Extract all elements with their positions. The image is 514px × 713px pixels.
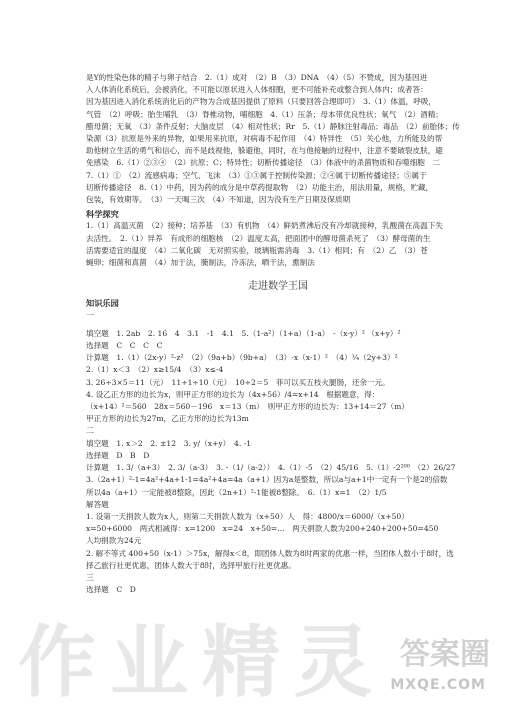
math-part1-line: 计算题 1.（1）（2x-y）²-z² （2）（9a+b）（9b+a） （3）-x（x-1）² （4）¼（2y+3）² (86, 353, 398, 363)
science-answer-line: 气管 （2）呼吸；胎生哺乳 （3）脊椎动物，哺细胞 4.（1）压条；母本带优良性状；氧气 （2）酒精； (86, 109, 443, 119)
math-answer-line: 择乙旅行社更优惠，团体人数大于8时，选择甲旅行社更优惠。 (86, 560, 296, 570)
math-part2-line: 填空题 1. x＞2 2. ±12 3. y/（x+y） 4. -1 (86, 438, 252, 448)
science-answer-line: 因为基因进入消化系统消化后的产物为合成基因提供了原料（只要回答合理即可） 3.（1）体温，呼吸， (86, 97, 436, 107)
science-explore-line: 1.（1）高温灭菌 （2）接种；培养基 （3）有机物 （4）鲜奶煮沸后没有冷却就接种，乳酸菌在高温下失 (86, 221, 443, 231)
math-part2-line: 选择题 D B D (86, 450, 150, 460)
math-part1-line: 选择题 C C C C (86, 341, 163, 351)
math-part1-line: 甲正方形的边长为27m，乙正方形的边长为13m (86, 414, 249, 424)
answer-lines (86, 511, 470, 572)
science-answer-line: 入人体消化系统后，会被消化，不可能以原状进入人体细胞，更不可能补充或整合到人体内；成者答： (86, 85, 428, 95)
science-answer-line: 7.（1）① （2）流感病毒；空气、飞沫 （3）①③属于控制传染源；②④属于切断传播途径；⑤属于 (86, 170, 427, 180)
science-explore-heading: 科学探究 (86, 209, 119, 220)
math-part1-line: 填空题 1. 2ab 2. 16 4 3.1 -1 4.1 5.（1-a²）（1+a）（1-a） -（x-y）² （x+y）² (86, 328, 401, 338)
science-answer-line: 染源（3）抗原是外来的异物，如果用来抗原，对病毒不起作用 （4）特异性 （5）关心他，力所能及的帮 (86, 134, 443, 144)
math-part3-line: 选择题 C D (86, 585, 136, 595)
science-explore-line: 活需要适宜的温度 （4）二氧化碳 无对照实验，玻璃瓶需消毒 3.（1）相同；有 （2）乙 （3）苍 (86, 245, 428, 255)
math-answer-line: x=50+6000 两式相减得：x=1200 x=24 x+50=... 两天捐款人数为200+240+200+50=450 (86, 524, 439, 534)
logo-brand: 答案圈 (400, 637, 490, 672)
science-answer-line: 是Y的性染色体的精子与卵子结合 2.（1）成对 （2）B （3）DNA （4）（5）不赞成，因为基因进 (86, 73, 428, 82)
part1-lines (86, 328, 470, 426)
part2-lines (86, 438, 470, 499)
science-answer-line: 助他树立生活的勇气和信心，而不是歧视他，躲避他，同时，在与他接触的过程中，注意不要破裂皮肤，避 (86, 146, 443, 156)
science-explore-lines (86, 220, 470, 269)
math-part1-line: （x+14）²＝560 28x＝560－196 x＝13（m） 则甲正方形的边长为：13+14＝27（m） (86, 402, 409, 412)
science-answer-line: 切断传播途径 8.（1）中药，因为药的成分是中草药提取物 （2）功能主治，用法用量，规格，贮藏， (86, 182, 434, 192)
science-answer-line: 醋母菌；无氧 （3）条件反射；大脑皮层 （4）相对性状；Rr 5.（1）静脉注射毒品；毒品 （2）前胎体；传 (86, 121, 460, 131)
math-part1-line: 3. 26÷3×5＝11（元） 11÷1÷10（元） 10÷2＝5 菲可以买五枝火腿肠，还余一元。 (86, 377, 390, 387)
math-part1-line: 4. 设乙正方形的边长为x，则甲正方形的边长为（4x+56）/4=x+14 根据题意，得： (86, 389, 380, 399)
science-explore-line: 蝇卵；细菌和真菌 （4）加于法，腌制法，冷冻法，晒干法，熏制法 (86, 258, 315, 268)
math-heading: 知识乐园 (86, 298, 119, 309)
watermark: 作业精灵 (18, 618, 387, 708)
part2-label: 二 (86, 426, 94, 436)
math-title: 走进数学王国 (248, 281, 308, 293)
math-answer-line: 1. 设第一天捐款人数为x人，则第二天捐款人数为（x+50）人 得：4800/x＝6000/（x+50） (86, 511, 409, 521)
part3-label: 三 (86, 572, 94, 582)
math-answer-line: 2. 解不等式 400+50（x-1）＞75x，解得x＜8，即团体人数为8时两家的优惠一样，当团体人数小于8时，选 (86, 548, 454, 558)
math-answer-line: 人均捐款为24元 (86, 536, 142, 546)
logo-url: MXQE.COM (390, 677, 486, 693)
answer-label: 解答题 (86, 499, 109, 509)
science-answer-line: 包装，有效期等。 （3）一天喝三次 （4）不知道，因为没有生产日期及保质期 (86, 195, 351, 205)
part3-lines (86, 584, 470, 596)
part1-label: 一 (86, 310, 94, 320)
science-answer-line: 免感染 6.（1）②③④ （2）抗原；C；特异性；切断传播途径 （3）体液中的杀菌物质和吞噬细胞 二 (86, 158, 441, 168)
science-explore-line: 去活性。 2.（1）异养 有成形的细胞核 （2）温度太高，把面团中的酵母菌杀死了 （3）酵母菌的生 (86, 233, 431, 243)
math-part2-line: 所以4a（a+1）一定能被8整除，因此（2n+1）²-1能被8整除。 6.（1）x=1 （2）1/5 (86, 487, 387, 497)
science-answers (86, 72, 470, 206)
math-part1-line: 2.（1）x＜3 （2）x≥15/4 （3）x≤-4 (86, 365, 224, 375)
math-part2-line: 计算题 1. 3/（a+3） 2. 3/（a-3） 3. -（1/（a-2）） 4.（1）-5 （2）45/16 5.（1）-2²⁰⁰ （2）26/27 (86, 463, 456, 473)
math-part2-line: 3.（2a+1）²-1=4a²+4a+1-1=4a²+4a=4a（a+1）因为a是整数，所以a与a+1中一定有一个是2的倍数 (86, 475, 448, 485)
